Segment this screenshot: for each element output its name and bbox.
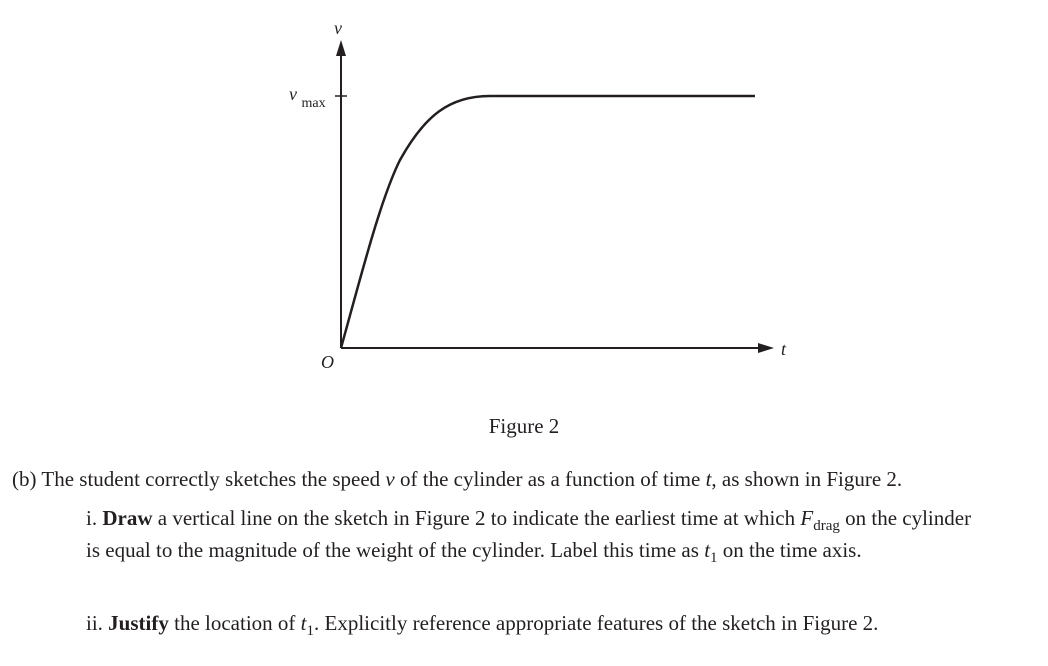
part-i-text-2: on the cylinder (839, 506, 972, 530)
f-drag-main: F (800, 506, 814, 530)
t1-sub: 1 (710, 550, 718, 566)
part-b-label: (b) (12, 467, 37, 491)
f-drag-sub: drag (813, 518, 840, 534)
x-axis-arrow (758, 343, 774, 353)
part-ii-num: ii. (86, 611, 103, 635)
y-axis-label: v (334, 18, 342, 38)
x-axis-label: t (781, 339, 787, 359)
vmax-label-sub: max (301, 96, 326, 111)
part-b-text-1: The student correctly sketches the speed (41, 467, 386, 491)
t1-main: t (704, 538, 711, 562)
part-ii-text-2: . Explicitly reference appropriate features of the sketch in Figure 2. (314, 611, 879, 635)
part-b-prompt (12, 464, 902, 495)
part-ii-text-1: the location of (168, 611, 301, 635)
vmax-label-main: v (289, 84, 297, 104)
part-ii-prompt (86, 608, 878, 647)
velocity-curve (341, 96, 755, 348)
t1-main-ii: t (300, 611, 307, 635)
var-v: v (385, 467, 395, 491)
part-b-text-3: , as shown in Figure 2. (711, 467, 903, 491)
part-i-num: i. (86, 506, 98, 530)
t1-sub-ii: 1 (306, 623, 314, 639)
part-i-line2-text-1: is equal to the magnitude of the weight of the cylinder. Label this time as (86, 538, 705, 562)
vmax-label (289, 84, 326, 111)
var-t: t (705, 467, 712, 491)
part-ii-bold: Justify (108, 611, 169, 635)
origin-label: O (321, 352, 334, 372)
part-i-bold: Draw (102, 506, 153, 530)
figure-caption: Figure 2 (488, 414, 560, 438)
part-i-text-1: a vertical line on the sketch in Figure 2 to indicate the earliest time at which (152, 506, 801, 530)
y-axis-arrow (336, 40, 346, 56)
part-i-line2-text-2: on the time axis. (717, 538, 862, 562)
part-b-text-2: of the cylinder as a function of time (394, 467, 706, 491)
part-i-line-2 (86, 535, 862, 574)
